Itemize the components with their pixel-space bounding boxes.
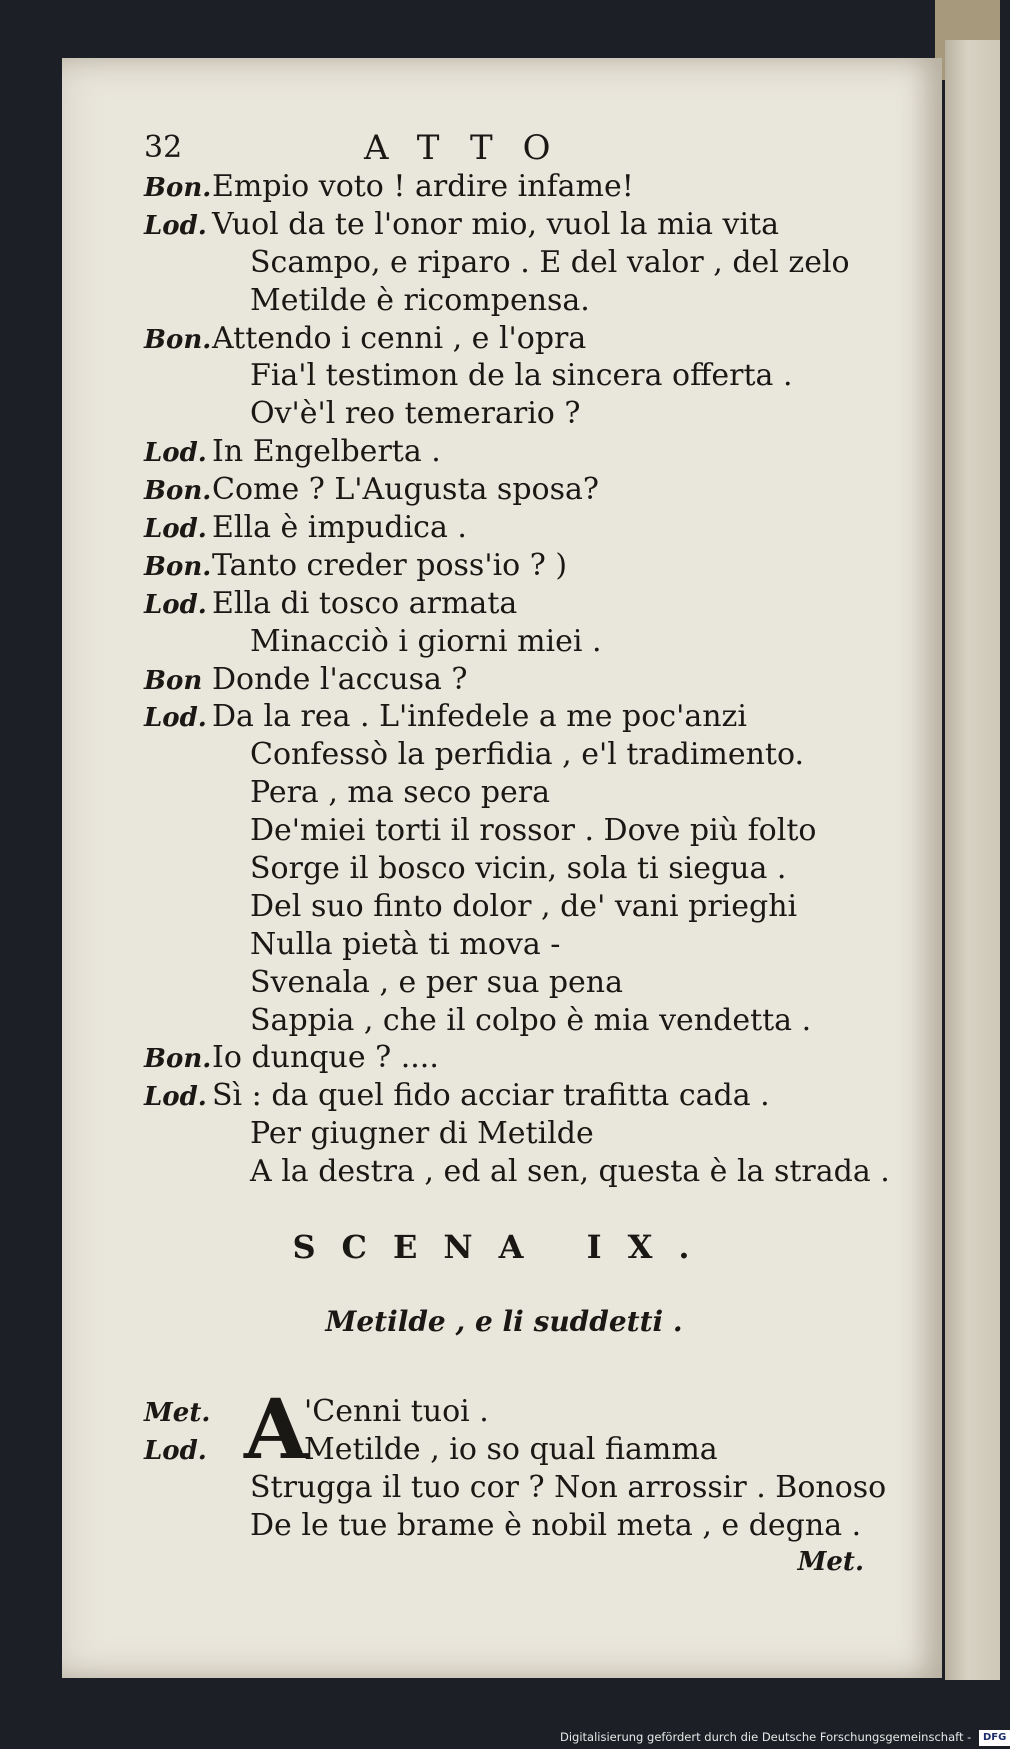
verse-text: Svenala , e per sua pena — [250, 964, 623, 1000]
verse-line — [144, 698, 864, 736]
verse-text: Confessò la perfidia , e'l tradimento. — [250, 737, 805, 773]
verse-line — [144, 812, 864, 850]
verse-text: Vuol da te l'onor mio, vuol la mia vita — [212, 206, 779, 242]
scene-cast: Metilde , e li suddetti . — [325, 1305, 683, 1339]
page-header — [144, 128, 864, 168]
verse-text: Nulla pietà ti mova - — [250, 926, 561, 962]
speaker-label: Lod. — [144, 1082, 207, 1113]
verse-text: Sì : da quel fido acciar trafitta cada . — [212, 1078, 770, 1114]
verse-line — [144, 282, 864, 320]
verse-line — [144, 774, 864, 812]
verse-text: Del suo finto dolor , de' vani prieghi — [250, 888, 798, 924]
scene-title: SCENA IX. — [292, 1228, 716, 1267]
credit-text: Digitalisierung gefördert durch die Deutsche Forschungsgemeinschaft - — [560, 1730, 972, 1744]
facing-page-edge — [945, 40, 1000, 1680]
verse-line — [144, 585, 864, 623]
verse-text: De le tue brame è nobil meta , e degna . — [250, 1507, 862, 1543]
verse-text: Come ? L'Augusta sposa? — [212, 472, 599, 508]
speaker-label: Met. — [144, 1398, 211, 1429]
verse-text: Attendo i cenni , e l'opra — [212, 320, 587, 356]
verse-line — [144, 320, 864, 358]
verse-line — [144, 623, 864, 661]
drop-cap: A — [244, 1382, 308, 1479]
verse-line — [144, 1153, 890, 1191]
verse-text: A la destra , ed al sen, questa è la strada . — [250, 1154, 890, 1190]
verse-text: Ov'è'l reo temerario ? — [250, 396, 581, 432]
verse-line — [144, 661, 864, 699]
speaker-label: Lod. — [144, 438, 207, 469]
catchword: Met. — [797, 1546, 864, 1577]
verse-line — [144, 547, 864, 585]
verse-text: Scampo, e riparo . E del valor , del zelo — [250, 244, 850, 280]
verse-text: Pera , ma seco pera — [250, 775, 551, 811]
digitization-credit — [560, 1726, 1007, 1748]
speaker-label: Bon. — [144, 1044, 212, 1075]
dialogue-block — [144, 168, 890, 1191]
speaker-label: Lod. — [144, 589, 207, 620]
verse-line — [144, 433, 864, 471]
verse-text: Metilde , io so qual fiamma — [304, 1431, 718, 1467]
verse-line — [144, 357, 864, 395]
verse-line — [144, 395, 864, 433]
speaker-label: Lod. — [144, 210, 207, 241]
page-number: 32 — [144, 130, 183, 165]
speaker-label: Bon. — [144, 324, 212, 355]
verse-text: In Engelberta . — [212, 434, 441, 470]
verse-text: Donde l'accusa ? — [212, 661, 468, 697]
speaker-label: Bon — [144, 665, 203, 696]
book-page — [62, 58, 942, 1678]
verse-text: De'miei torti il rossor . Dove più folto — [250, 813, 817, 849]
page-text — [144, 128, 890, 1579]
verse-line — [144, 244, 864, 282]
speaker-label: Lod. — [144, 514, 207, 545]
speaker-label: Bon. — [144, 551, 212, 582]
verse-line — [144, 509, 864, 547]
verse-text: Metilde è ricompensa. — [250, 282, 590, 318]
verse-text: Strugga il tuo cor ? Non arrossir . Bonoso — [250, 1469, 887, 1505]
verse-text: Fia'l testimon de la sincera offerta . — [250, 358, 793, 394]
verse-line — [144, 168, 864, 206]
verse-line — [144, 926, 864, 964]
speaker-label: Bon. — [144, 173, 212, 203]
verse-text: Sorge il bosco vicin, sola ti siegua . — [250, 851, 787, 887]
verse-text: Ella di tosco armata — [212, 585, 518, 621]
verse-text: Tanto creder poss'io ? ) — [212, 547, 568, 583]
verse-line — [144, 1002, 864, 1040]
verse-line — [144, 736, 864, 774]
speaker-label: Lod. — [144, 1435, 207, 1466]
verse-text: Io dunque ? .... — [212, 1040, 439, 1076]
verse-line — [144, 471, 864, 509]
verse-text: Per giugner di Metilde — [250, 1116, 594, 1152]
verse-line — [144, 850, 864, 888]
verse-line — [144, 206, 864, 244]
verse-line — [144, 888, 864, 926]
verse-text: Da la rea . L'infedele a me poc'anzi — [212, 699, 747, 735]
verse-text: Empio voto ! ardire infame! — [212, 169, 634, 204]
verse-line — [144, 1039, 864, 1077]
verse-line — [144, 964, 864, 1002]
running-head: ATTO — [364, 128, 581, 168]
verse-text: 'Cenni tuoi . — [304, 1394, 489, 1430]
scene-dialogue-block — [144, 1382, 887, 1545]
verse-line — [144, 1115, 864, 1153]
verse-text: Ella è impudica . — [212, 510, 467, 546]
speaker-label: Bon. — [144, 476, 212, 507]
speaker-label: Lod. — [144, 703, 207, 734]
verse-text: Sappia , che il colpo è mia vendetta . — [250, 1002, 812, 1038]
dfg-logo: DFG — [979, 1730, 1010, 1746]
verse-line — [144, 1507, 864, 1545]
verse-line — [144, 1077, 864, 1115]
verse-text: Minacciò i giorni miei . — [250, 623, 602, 659]
